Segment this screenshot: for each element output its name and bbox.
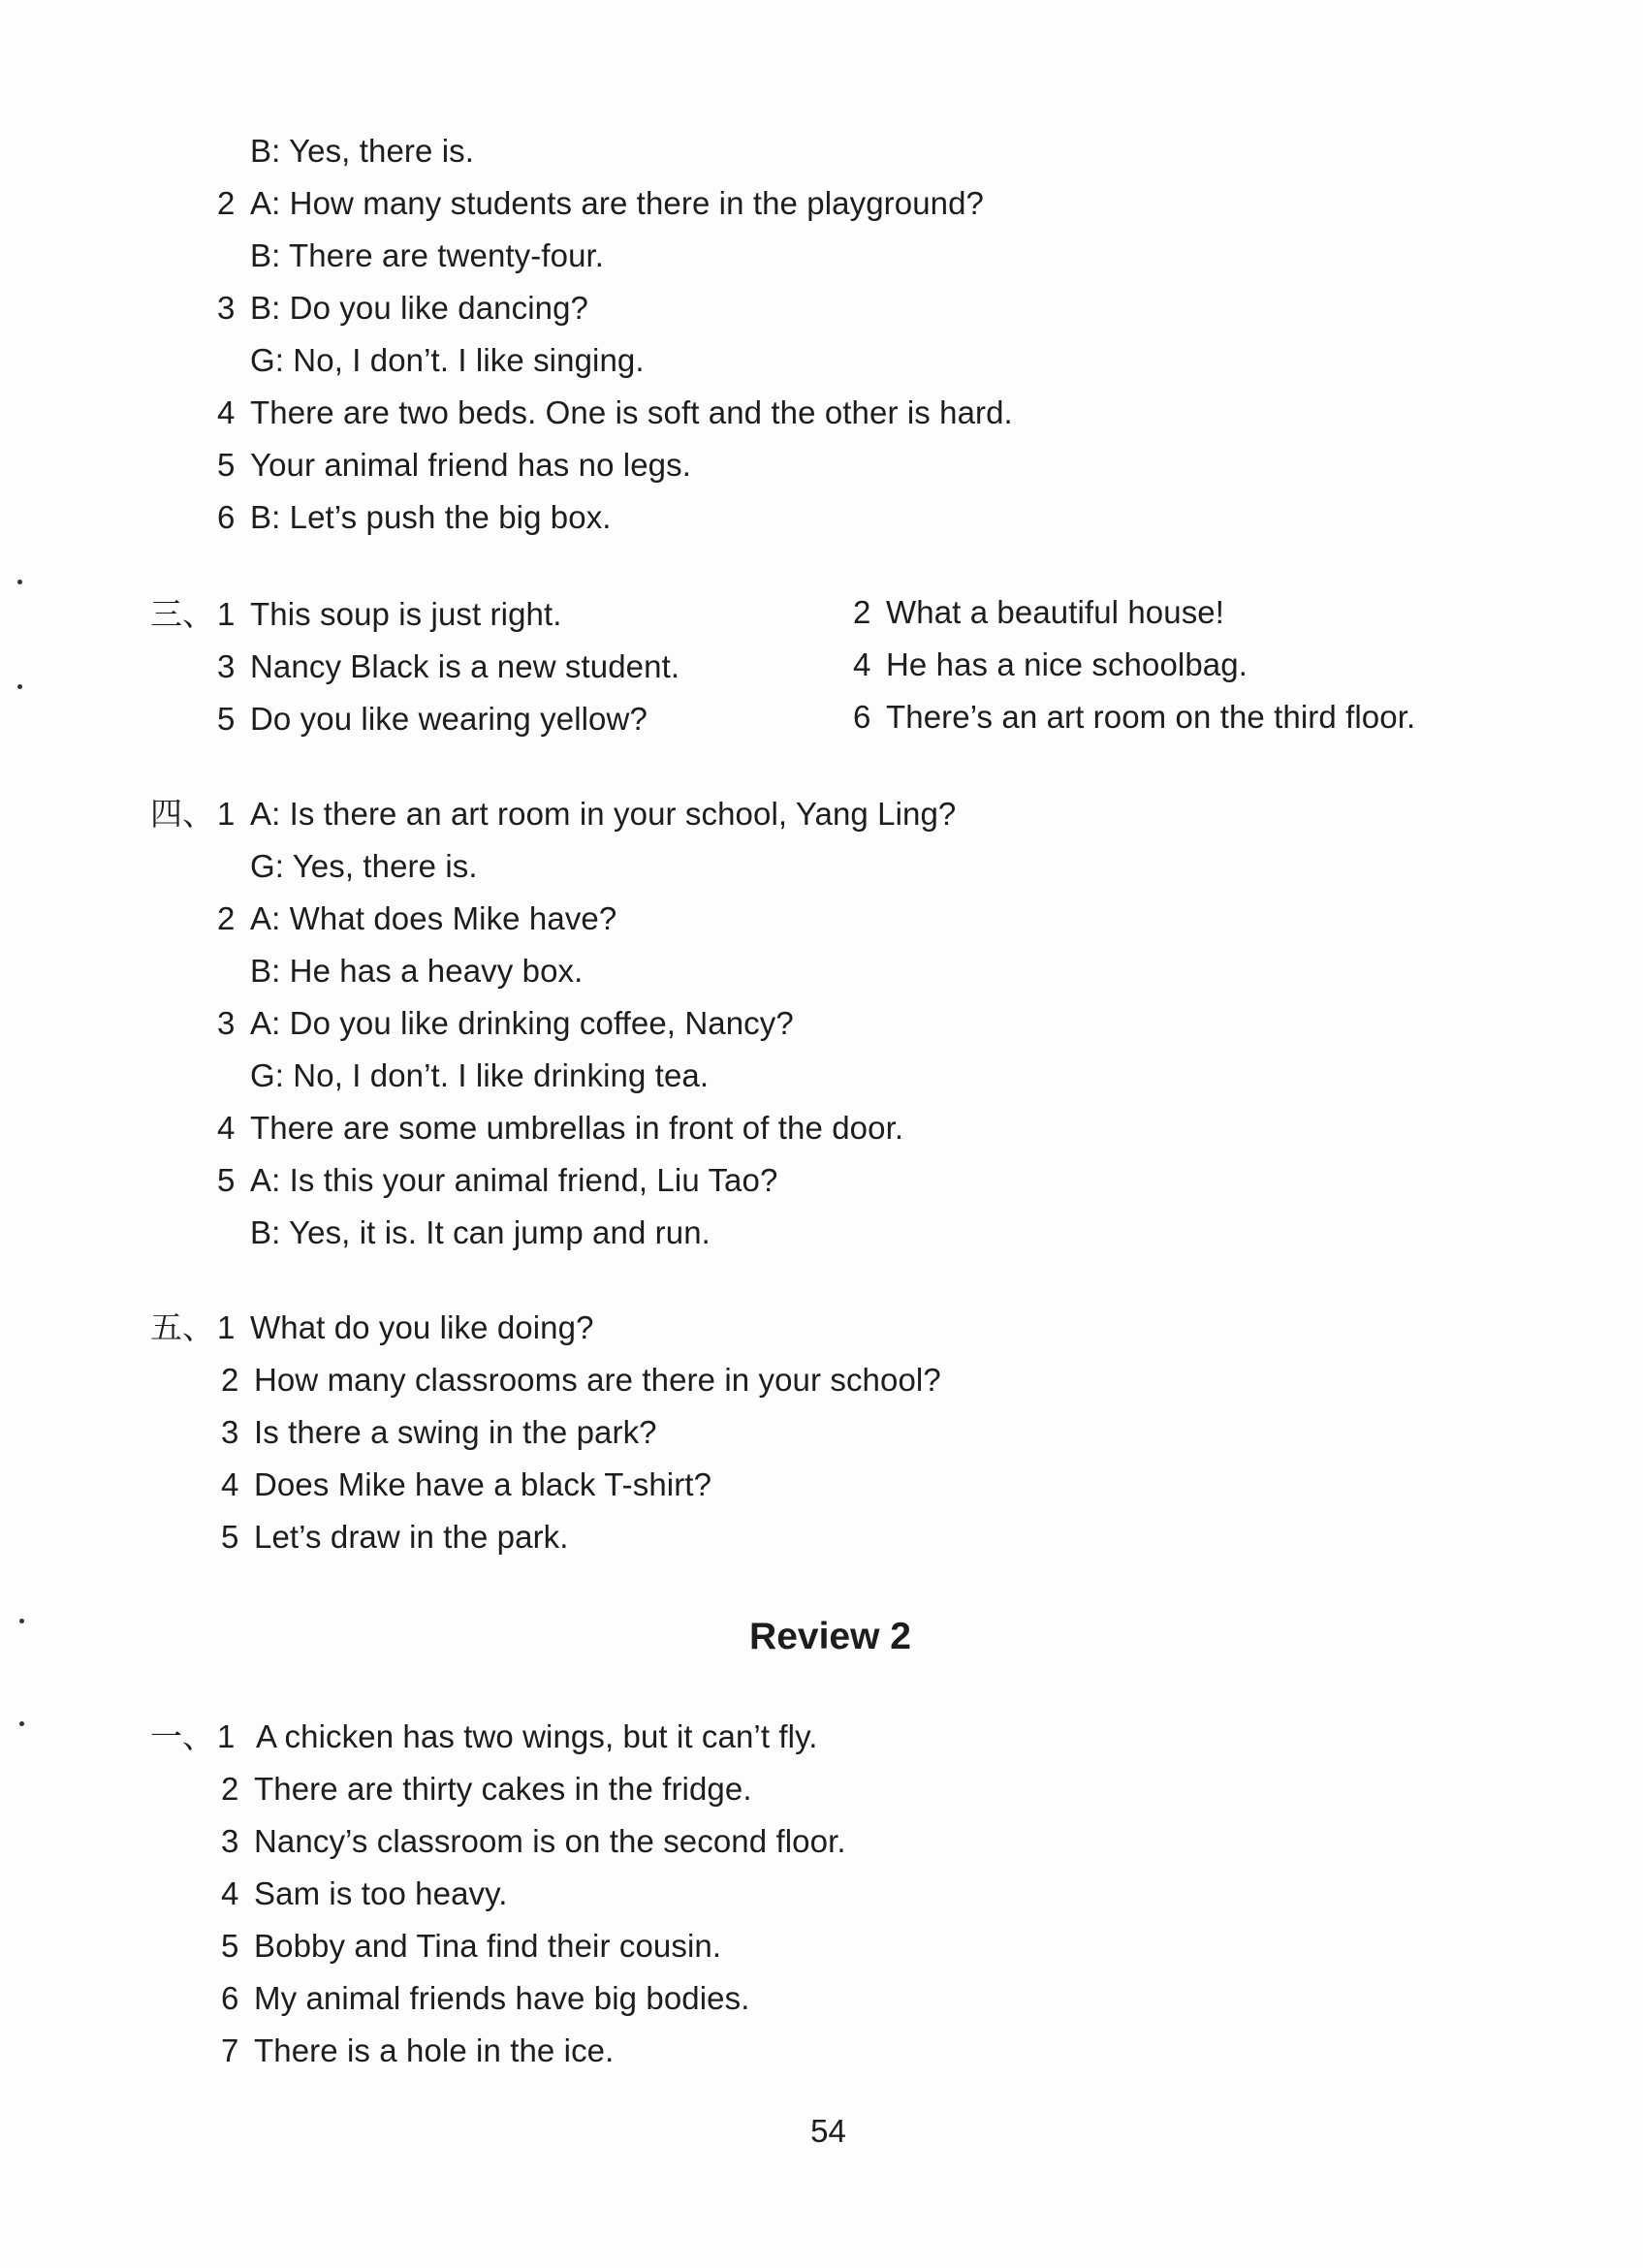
review1-line: 4 Sam is too heavy. (221, 1875, 508, 1911)
block1-line: B: Yes, there is. (250, 133, 475, 169)
section5-line: 3 Is there a swing in the park? (221, 1414, 657, 1450)
review1-line: 6 My animal friends have big bodies. (221, 1980, 750, 2016)
section5-line: 1 What do you like doing? (217, 1309, 594, 1345)
block1-line: 5 Your animal friend has no legs. (217, 447, 691, 483)
review1-line: 2 There are thirty cakes in the fridge. (221, 1771, 752, 1807)
page-number: 54 (810, 2113, 846, 2149)
section3-right-item: 4 He has a nice schoolbag. (853, 646, 1248, 682)
scan-speck (19, 1721, 24, 1726)
scan-speck (17, 580, 22, 584)
review1-line: 5 Bobby and Tina find their cousin. (221, 1928, 722, 1964)
section5-line: 2 How many classrooms are there in your school? (221, 1362, 941, 1398)
section4-line: B: Yes, it is. It can jump and run. (250, 1214, 711, 1250)
block1-line: 6 B: Let’s push the big box. (217, 499, 612, 535)
section4-line: 5 A: Is this your animal friend, Liu Tao? (217, 1162, 778, 1198)
scan-speck (17, 684, 22, 689)
section4-line: G: No, I don’t. I like drinking tea. (250, 1057, 710, 1093)
block1-line: 4 There are two beds. One is soft and the other is hard. (217, 394, 1013, 430)
section4-line: 1 A: Is there an art room in your school, Yang Ling? (217, 796, 957, 832)
section5-line: 4 Does Mike have a black T-shirt? (221, 1466, 712, 1502)
section3-left-item: 1 This soup is just right. (217, 596, 562, 632)
section5-line: 5 Let’s draw in the park. (221, 1519, 569, 1555)
section3-left-item: 5 Do you like wearing yellow? (217, 701, 648, 737)
section4-line: B: He has a heavy box. (250, 953, 584, 989)
review1-line: 1 A chicken has two wings, but it can’t fly. (217, 1718, 818, 1754)
section4-line: 4 There are some umbrellas in front of the door. (217, 1110, 904, 1146)
section4-line: 2 A: What does Mike have? (217, 900, 617, 936)
block1-line: 2 A: How many students are there in the playground? (217, 185, 985, 221)
section-marker: 五、 (150, 1308, 214, 1346)
section4-line: G: Yes, there is. (250, 848, 478, 884)
section3-right-item: 2 What a beautiful house! (853, 594, 1225, 630)
review1-line: 3 Nancy’s classroom is on the second floor. (221, 1823, 846, 1859)
section-marker: 三、 (150, 595, 214, 633)
section4-line: 3 A: Do you like drinking coffee, Nancy? (217, 1005, 794, 1041)
block1-line: 3 B: Do you like dancing? (217, 290, 589, 326)
block1-line: G: No, I don’t. I like singing. (250, 342, 645, 378)
section-marker: 四、 (150, 795, 214, 833)
scan-speck (19, 1619, 24, 1623)
block1-line: B: There are twenty-four. (250, 237, 605, 273)
section3-right-item: 6 There’s an art room on the third floor. (853, 699, 1416, 735)
section3-left-item: 3 Nancy Black is a new student. (217, 648, 680, 684)
section-marker: 一、 (150, 1717, 214, 1755)
review-title: Review 2 (749, 1616, 911, 1657)
review1-line: 7 There is a hole in the ice. (221, 2032, 615, 2068)
